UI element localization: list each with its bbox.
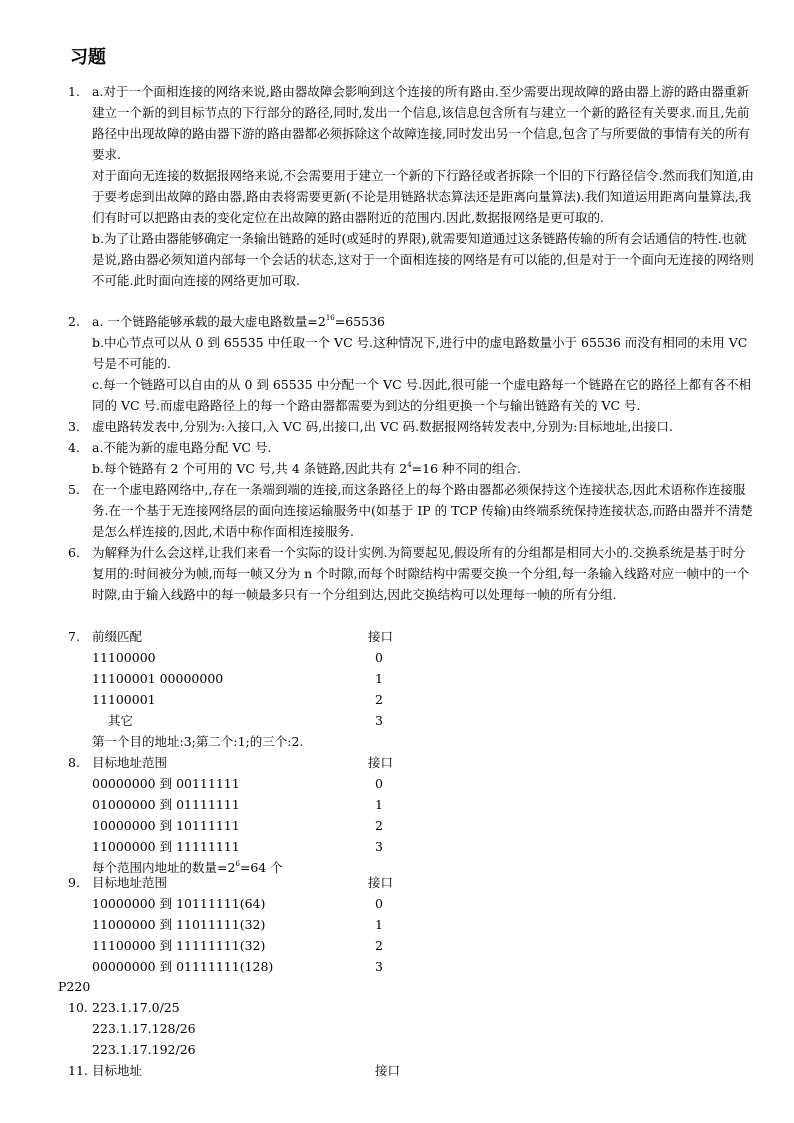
answer-6: 为解释为什么会这样,让我们来看一个实际的设计实例.为简要起见,假设所有的分组都是相同大小的.交换系统是基于时分复用的:时间被分为帧,而每一帧又分为 n 个时隙,而每个时隙结构中需要交换一个分组,每一条输入线路对应一帧中的一个时隙,由于输入线路中的每一帧最多只有一个分组到达,因此交换结构可以处理每一帧的所有分组. <box>92 545 750 602</box>
answer-1a-part1: a.对于一个面相连接的网络来说,路由器故障会影响到这个连接的所有路由.至少需要出现故障的路由器上游的路由器重新建立一个新的到目标节点的下行部分的路径,同时,发出一个信息,该信息包含所有与建立一个新的路径有关要求.而且,先前路径中出现故障的路由器下游的路由器都必须拆除这个故障连接,同时发出另一个信息,包含了与所要做的事情有关的所有要求. <box>92 84 750 162</box>
table-row: 10000000 到 10111111 2 <box>92 818 383 833</box>
table-row: 其它 3 <box>108 713 383 728</box>
table-row: 11000000 到 11011111(32) 1 <box>92 917 383 932</box>
answer-1a-part2: 对于面向无连接的数据报网络来说,不会需要用于建立一个新的下行路径或者拆除一个旧的下行路径信令.然而我们知道,由于要考虑到出故障的路由器,路由表将需要更新(不论是用链路状态算法还是距离向量算法).我们知道运用距离向量算法,我们有时可以把路由表的变化定位在出故障的路由器附近的范围内.因此,数据报网络是更可取的. <box>92 168 754 225</box>
page-reference: P220 <box>58 979 91 994</box>
answer-text <box>92 437 757 479</box>
answer-4a: a.不能为新的虚电路分配 VC 号. <box>92 440 272 455</box>
list-item: 223.1.17.128/26 <box>92 1021 196 1036</box>
answer-5: 在一个虚电路网络中,,存在一条端到端的连接,而这条路径上的每个路由器都必须保持这个连接状态,因此术语称作连接服务.在一个基于无连接网络层的面向连接运输服务中(如基于 IP 的 TCP 传输)由终端系统保持连接状态,而路由器并不清楚是怎么样连接的,因此,术语中称作面相连接服务. <box>92 482 753 539</box>
table-row: 01000000 到 01111111 1 <box>92 797 383 812</box>
question-number: 3. <box>68 419 80 434</box>
table-row: 11100001 00000000 1 <box>92 671 383 686</box>
table-header: 前缀匹配 接口 <box>92 629 394 644</box>
table-row: 00000000 到 01111111(128) 3 <box>92 959 383 974</box>
question-number: 8. <box>68 755 80 770</box>
answer-1b: b.为了让路由器能够确定一条输出链路的延时(或延时的界限),就需要知道通过这条链路传输的所有会话通信的特性.也就是说,路由器必须知道内部每一个会话的状态,这对于一个面相连接的网络是有可以能的,但是对于一个面向无连接的网络则不可能.此时面向连接的网络更加可取. <box>92 231 754 288</box>
question-number: 10. <box>68 1000 88 1015</box>
table-row: 10000000 到 10111111(64) 0 <box>92 896 383 911</box>
answer-2c: c.每一个链路可以自由的从 0 到 65535 中分配一个 VC 号.因此,很可能一个虚电路每一个链路在它的路径上都有各不相同的 VC 号.而虚电路路径上的每一个路由器都需要为到达的分组更换一个与输出链路有关的 VC 号. <box>92 377 752 413</box>
question-number: 2. <box>68 314 80 329</box>
subnet-list <box>0 997 794 1060</box>
answer-3: 虚电路转发表中,分别为:入接口,入 VC 码,出接口,出 VC 码.数据报网络转发表中,分别为:目标地址,出接口. <box>92 419 673 434</box>
table-row: 11100000 0 <box>92 650 383 665</box>
range-table <box>0 872 794 977</box>
table-header: 目标地址范围 接口 <box>92 875 394 890</box>
table-row: 00000000 到 00111111 0 <box>92 776 383 791</box>
answer-2a: a. 一个链路能够承载的最大虚电路数量$=2^{16}=65536$ <box>92 314 385 329</box>
page-title: 习题 <box>70 47 106 68</box>
table-note: 每个范围内地址的数量$=2^6=64$ 个 <box>92 860 283 875</box>
list-item: 223.1.17.0/25 <box>92 1000 180 1015</box>
table-row: 11100001 2 <box>92 692 383 707</box>
range-table <box>0 752 794 878</box>
table-row: 11100000 到 11111111(32) 2 <box>92 938 383 953</box>
question-number: 4. <box>68 440 80 455</box>
prefix-table <box>0 626 794 752</box>
question-number: 5. <box>68 482 80 497</box>
question-number: 1. <box>68 84 80 99</box>
list-item: 223.1.17.192/26 <box>92 1042 196 1057</box>
answer-2b: b.中心节点可以从 0 到 65535 中任取一个 VC 号.这种情况下,进行中的虚电路数量小于 65536 而没有相同的未用 VC 号是不可能的. <box>92 335 748 371</box>
table-header: 目标地址范围 接口 <box>92 755 394 770</box>
answer-text <box>92 311 757 416</box>
question-number: 11. <box>68 1063 88 1078</box>
table-row: 11000000 到 11111111 3 <box>92 839 383 854</box>
answer-4b: b.每个链路有 2 个可用的 VC 号,共 4 条链路,因此共有 $2^4=16$ 种不同的组合. <box>92 461 521 476</box>
question-number: 7. <box>68 629 80 644</box>
dest-table <box>0 1060 794 1081</box>
answer-text <box>92 81 757 291</box>
table-header: 目标地址 接口 <box>92 1063 401 1078</box>
table-note: 第一个目的地址:3;第二个:1;的三个:2. <box>92 734 304 749</box>
question-number: 9. <box>68 875 80 890</box>
question-number: 6. <box>68 545 80 560</box>
